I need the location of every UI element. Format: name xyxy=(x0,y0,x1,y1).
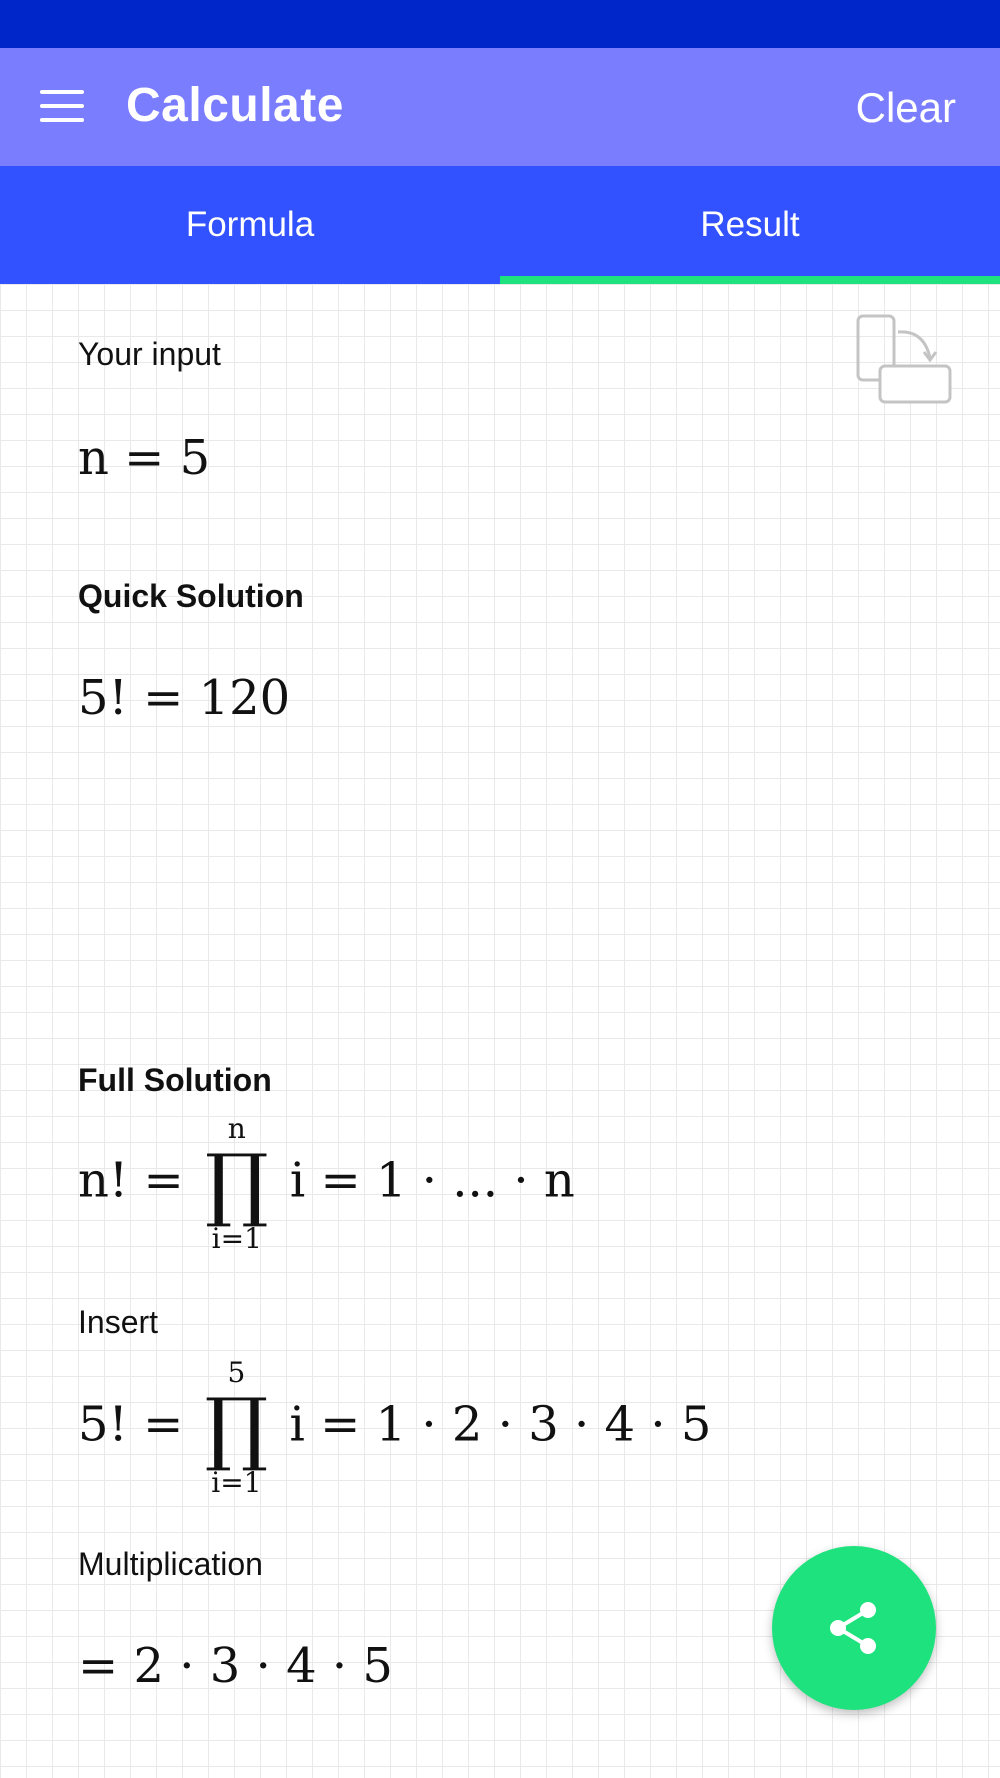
product-symbol: ∏ xyxy=(204,1381,269,1474)
product-operator xyxy=(205,1356,269,1500)
share-button[interactable] xyxy=(772,1546,936,1710)
rotate-screen-icon[interactable] xyxy=(854,312,954,408)
input-math: n = 5 xyxy=(78,430,211,486)
product-symbol: ∏ xyxy=(204,1137,269,1230)
product-operator xyxy=(205,1112,269,1256)
your-input-label: Your input xyxy=(78,336,221,372)
product-lower-limit: i=1 xyxy=(211,1466,262,1499)
app-title: Calculate xyxy=(126,79,344,132)
full-solution-lhs: n! = xyxy=(78,1152,184,1209)
quick-solution-math: 5! = 120 xyxy=(78,670,291,726)
product-upper-limit: 5 xyxy=(227,1356,246,1389)
full-solution-rhs: i = 1 · ... · n xyxy=(289,1152,575,1209)
tab-bar xyxy=(0,166,1000,284)
quick-solution-label: Quick Solution xyxy=(78,578,304,614)
insert-rhs: i = 1 · 2 · 3 · 4 · 5 xyxy=(289,1396,712,1453)
full-solution-label: Full Solution xyxy=(78,1062,272,1098)
app-bar xyxy=(0,48,1000,166)
multiplication-math: = 2 · 3 · 4 · 5 xyxy=(78,1638,393,1694)
share-icon xyxy=(828,1600,880,1656)
insert-lhs: 5! = xyxy=(78,1396,184,1453)
status-bar xyxy=(0,0,1000,48)
full-solution-math xyxy=(78,1112,575,1256)
clear-button[interactable]: Clear xyxy=(855,84,956,131)
multiplication-label: Multiplication xyxy=(78,1546,263,1582)
tab-result[interactable]: Result xyxy=(500,166,1000,284)
product-lower-limit: i=1 xyxy=(211,1222,262,1255)
menu-icon[interactable] xyxy=(40,90,86,124)
product-upper-limit: n xyxy=(227,1112,246,1145)
tab-formula[interactable]: Formula xyxy=(185,205,315,244)
insert-math xyxy=(78,1356,711,1500)
insert-label: Insert xyxy=(78,1304,159,1340)
